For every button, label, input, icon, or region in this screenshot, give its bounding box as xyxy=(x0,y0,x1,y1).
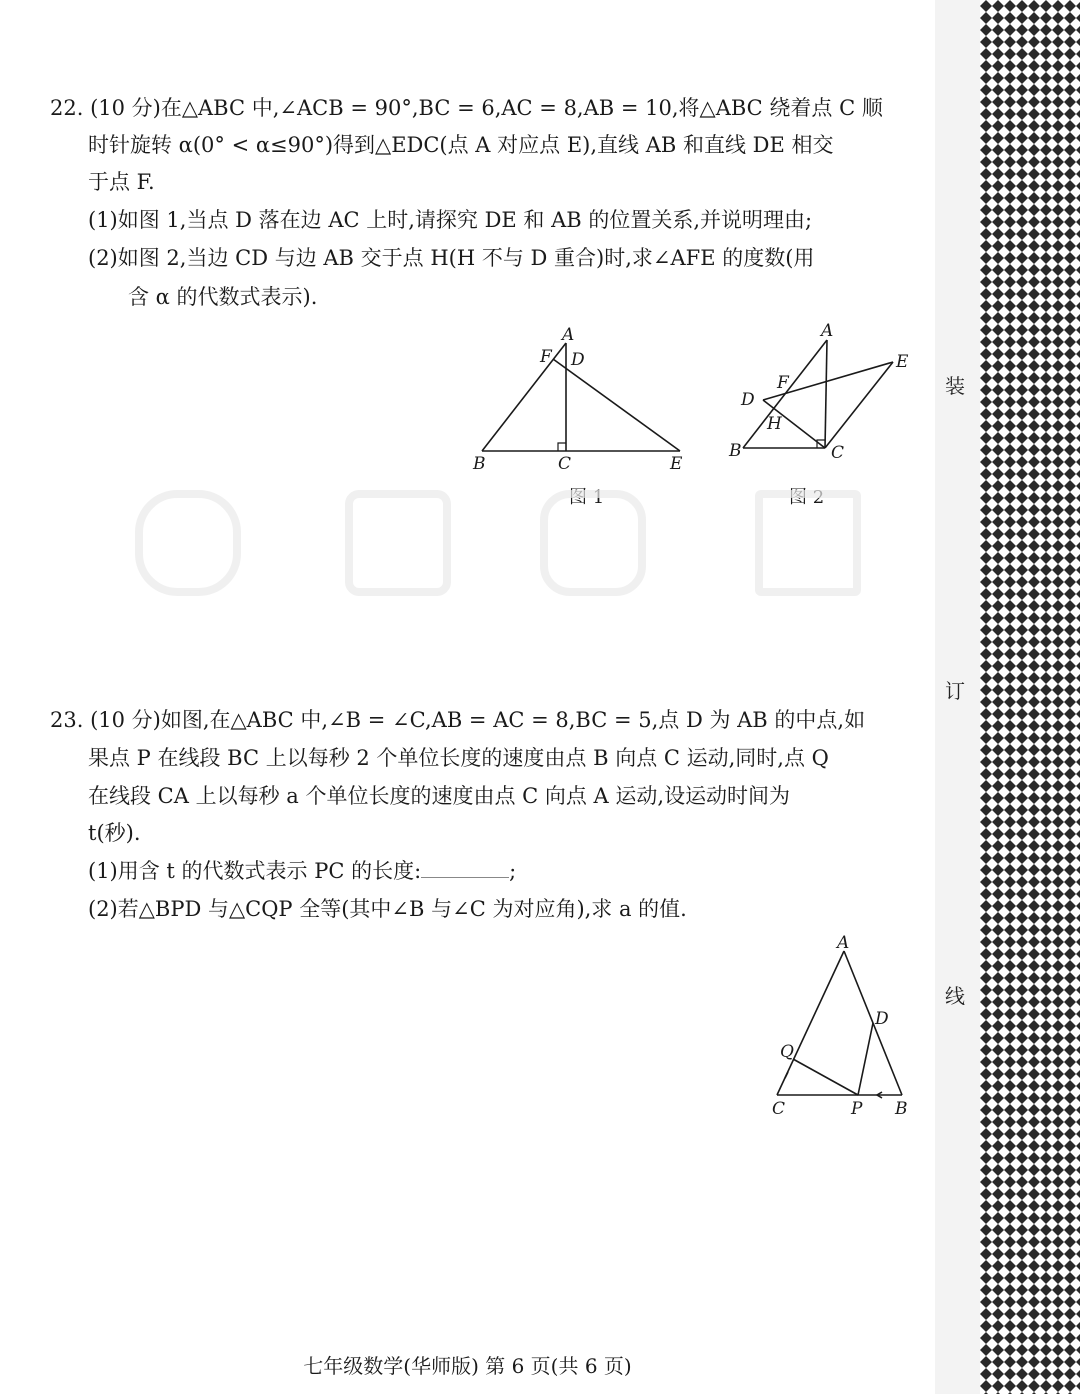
fig2-label-h: H xyxy=(767,414,782,434)
q23-label-p: P xyxy=(851,1099,863,1119)
q23-part-1-end: ; xyxy=(509,859,517,883)
fig2-label-d: D xyxy=(741,390,755,410)
q23-line-1: 23. (10 分)如图,在△ABC 中,∠B = ∠C,AB = AC = 8,BC = 5,点 D 为 AB 的中点,如 xyxy=(50,708,866,732)
q23-part-1 xyxy=(88,856,516,886)
q23-part-1-text: (1)用含 t 的代数式表示 PC 的长度: xyxy=(88,859,422,883)
q22-line-3: 于点 F. xyxy=(88,170,155,194)
fig2-label-f: F xyxy=(777,373,789,393)
fig2-segment-ec xyxy=(825,362,893,448)
figure-2-svg xyxy=(725,318,925,468)
fig1-label-c: C xyxy=(558,454,572,474)
fig1-label-b: B xyxy=(473,454,486,474)
q22-line-2: 时针旋转 α(0° < α≤90°)得到△EDC(点 A 对应点 E),直线 AB 和直线 DE 相交 xyxy=(88,133,834,157)
fig2-segment-ac xyxy=(825,340,827,448)
q23-line-2: 果点 P 在线段 BC 上以每秒 2 个单位长度的速度由点 B 向点 C 运动,同时,点 Q xyxy=(88,746,829,770)
figure-1 xyxy=(470,325,690,475)
binding-label-xian: 线 xyxy=(945,984,965,1008)
fig1-label-e: E xyxy=(670,454,683,474)
fig2-label-b: B xyxy=(729,441,742,461)
q23-part-2: (2)若△BPD 与△CQP 全等(其中∠B 与∠C 为对应角),求 a 的值. xyxy=(88,897,687,921)
watermark-shape xyxy=(540,490,646,596)
fig1-label-d: D xyxy=(571,350,585,370)
q23-segment-pd xyxy=(858,1023,873,1095)
q23-label-c: C xyxy=(772,1099,786,1119)
fig2-label-e: E xyxy=(896,352,909,372)
q23-line-4: t(秒). xyxy=(88,821,141,845)
fig1-segment-fe xyxy=(553,359,680,451)
q23-label-b: B xyxy=(895,1099,908,1119)
watermark-shape xyxy=(755,490,861,596)
watermark-shape xyxy=(345,490,451,596)
figure-1-caption: 图 1 xyxy=(569,487,605,508)
q22-part-2a: (2)如图 2,当边 CD 与边 AB 交于点 H(H 不与 D 重合)时,求∠AFE 的度数(用 xyxy=(88,246,815,270)
fig2-label-a: A xyxy=(821,321,834,341)
diamond-pattern-border xyxy=(980,0,1080,1394)
binding-label-ding: 订 xyxy=(945,679,965,703)
fig1-right-angle-mark xyxy=(558,443,566,451)
fig1-label-a: A xyxy=(562,325,575,345)
watermark-shape xyxy=(135,490,241,596)
q23-segment-qp xyxy=(793,1059,858,1095)
figure-2 xyxy=(725,318,925,468)
q22-line-1: 22. (10 分)在△ABC 中,∠ACB = 90°,BC = 6,AC = 8,AB = 10,将△ABC 绕着点 C 顺 xyxy=(50,96,883,120)
page-footer: 七年级数学(华师版) 第 6 页(共 6 页) xyxy=(303,1354,632,1378)
q22-part-2b: 含 α 的代数式表示). xyxy=(128,285,318,309)
q23-line-3: 在线段 CA 上以每秒 a 个单位长度的速度由点 C 向点 A 运动,设运动时间为 xyxy=(88,784,791,808)
binding-label-zhuang: 装 xyxy=(945,374,965,398)
fig1-label-f: F xyxy=(540,347,552,367)
figure-1-svg xyxy=(470,325,690,475)
binding-margin xyxy=(935,0,980,1394)
figure-2-caption: 图 2 xyxy=(789,487,825,508)
answer-blank xyxy=(421,857,509,878)
q23-label-a: A xyxy=(837,933,850,953)
q23-label-q: Q xyxy=(780,1042,794,1062)
q22-part-1: (1)如图 1,当点 D 落在边 AC 上时,请探究 DE 和 AB 的位置关系,并说明理由; xyxy=(88,208,813,232)
fig2-label-c: C xyxy=(831,443,845,463)
q23-label-d: D xyxy=(875,1009,889,1029)
figure-q23 xyxy=(765,928,925,1123)
figure-q23-svg xyxy=(765,928,925,1123)
